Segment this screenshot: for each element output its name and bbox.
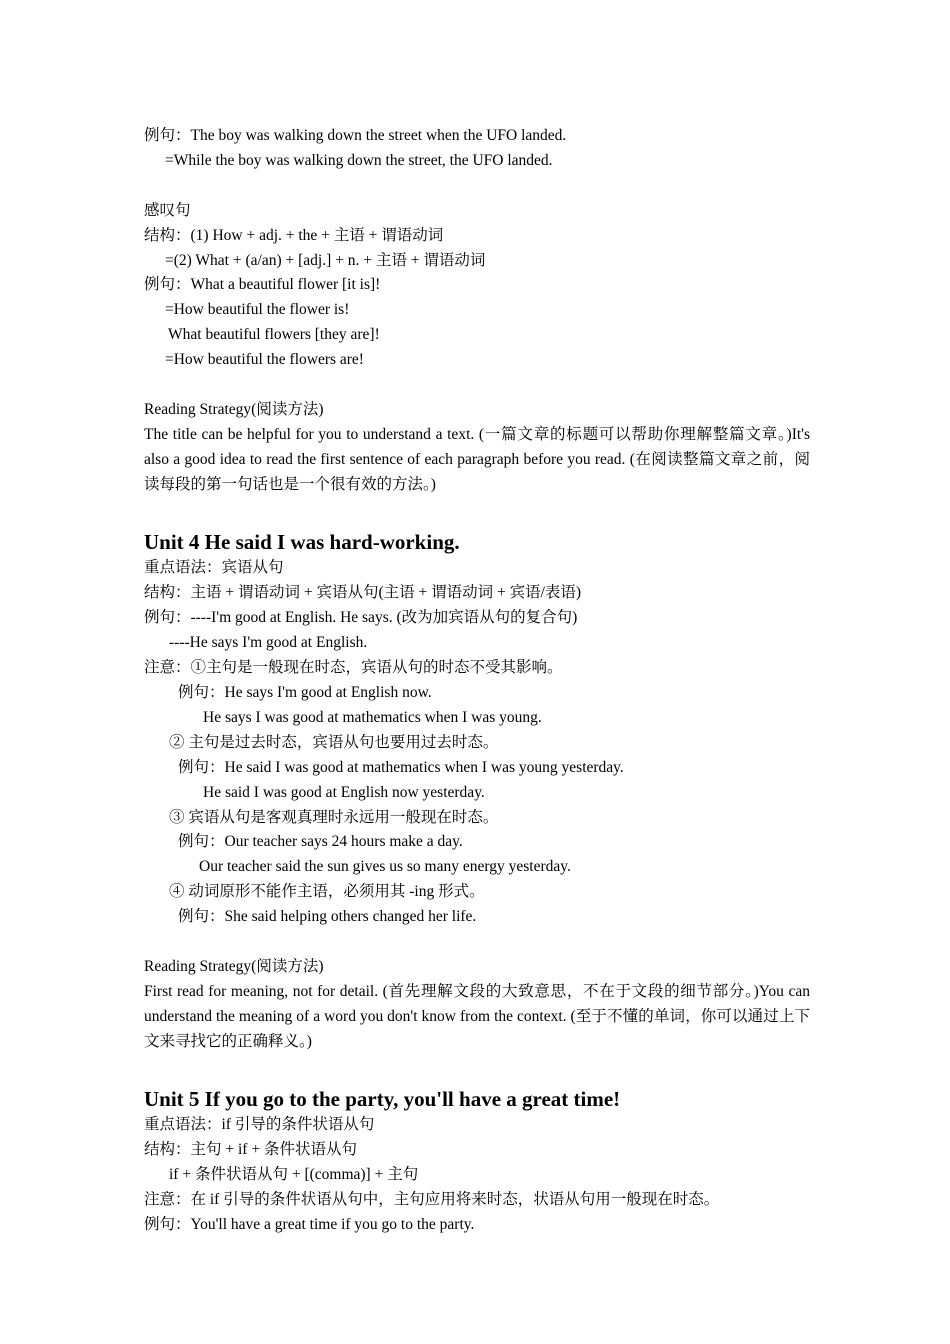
section-heading-exclamatory: 感叹句 [144,201,191,219]
example-line: 例句：What a beautiful flower [it is]! [144,276,381,294]
blank-line [144,174,810,199]
reading-strategy-heading: Reading Strategy(阅读方法) [144,957,324,975]
note-line: ④ 动词原形不能作主语，必须用其 -ing 形式。 [169,883,485,901]
example-line: 例句：----I'm good at English. He says. (改为加宾语从句的复合句) [144,609,578,627]
structure-line: if + 条件状语从句 + [(comma)] + 主句 [169,1166,419,1184]
structure-line: =(2) What + (a/an) + [adj.] + n. + 主语 + 谓语动词 [165,251,486,269]
document-body [144,124,810,1238]
example-line: 例句：You'll have a great time if you go to the party. [144,1216,475,1234]
blank-line [144,498,810,523]
unit-5-title: Unit 5 If you go to the party, you'll have a great time! [144,1087,621,1112]
structure-line: 结构：(1) How + adj. + the + 主语 + 谓语动词 [144,226,444,244]
blank-line [144,1055,810,1080]
note-line: 注意：在 if 引导的条件状语从句中，主句应用将来时态，状语从句用一般现在时态。 [144,1191,720,1209]
example-line: =How beautiful the flower is! [165,301,350,319]
example-line: 例句：Our teacher says 24 hours make a day. [178,833,463,851]
structure-line: 结构：主句 + if + 条件状语从句 [144,1141,357,1159]
example-line: ----He says I'm good at English. [169,634,368,652]
grammar-point: 重点语法：宾语从句 [144,559,284,577]
note-line: ② 主句是过去时态，宾语从句也要用过去时态。 [169,733,499,751]
example-line: He says I was good at mathematics when I was young. [203,708,542,726]
structure-line: 结构：主语 + 谓语动词 + 宾语从句(主语 + 谓语动词 + 宾语/表语) [144,584,582,602]
blank-line [144,373,810,398]
example-line: 例句：He said I was good at mathematics when I was young yesterday. [178,758,624,776]
blank-line [144,930,810,955]
example-line: 例句：The boy was walking down the street when the UFO landed. [144,127,567,144]
example-line: =How beautiful the flowers are! [165,351,364,369]
grammar-point: 重点语法：if 引导的条件状语从句 [144,1116,375,1134]
reading-strategy-heading: Reading Strategy(阅读方法) [144,400,324,418]
note-line: 注意：①主句是一般现在时态，宾语从句的时态不受其影响。 [144,659,563,677]
example-line: =While the boy was walking down the street, the UFO landed. [165,151,553,169]
example-line: 例句：He says I'm good at English now. [178,683,432,701]
example-line: He said I was good at English now yesterday. [203,783,485,801]
reading-strategy-paragraph: The title can be helpful for you to understand a text. (一篇文章的标题可以帮助你理解整篇文章。)It's also a good idea to read the first sentence of each paragraph before you read. (在阅读整篇文章之前，阅读每段的第一句话也是一个很有效的方法。) [144,425,810,493]
example-line: What beautiful flowers [they are]! [168,326,380,344]
unit-4-title: Unit 4 He said I was hard-working. [144,530,460,555]
example-line: Our teacher said the sun gives us so many energy yesterday. [199,858,571,876]
note-line: ③ 宾语从句是客观真理时永远用一般现在时态。 [169,808,499,826]
reading-strategy-paragraph: First read for meaning, not for detail. (首先理解文段的大致意思，不在于文段的细节部分。)You can understand the meaning of a word you don't know from the context. (至于不懂的单词，你可以通过上下文来寻找它的正确释义。) [144,982,810,1050]
example-line: 例句：She said helping others changed her life. [178,908,477,926]
